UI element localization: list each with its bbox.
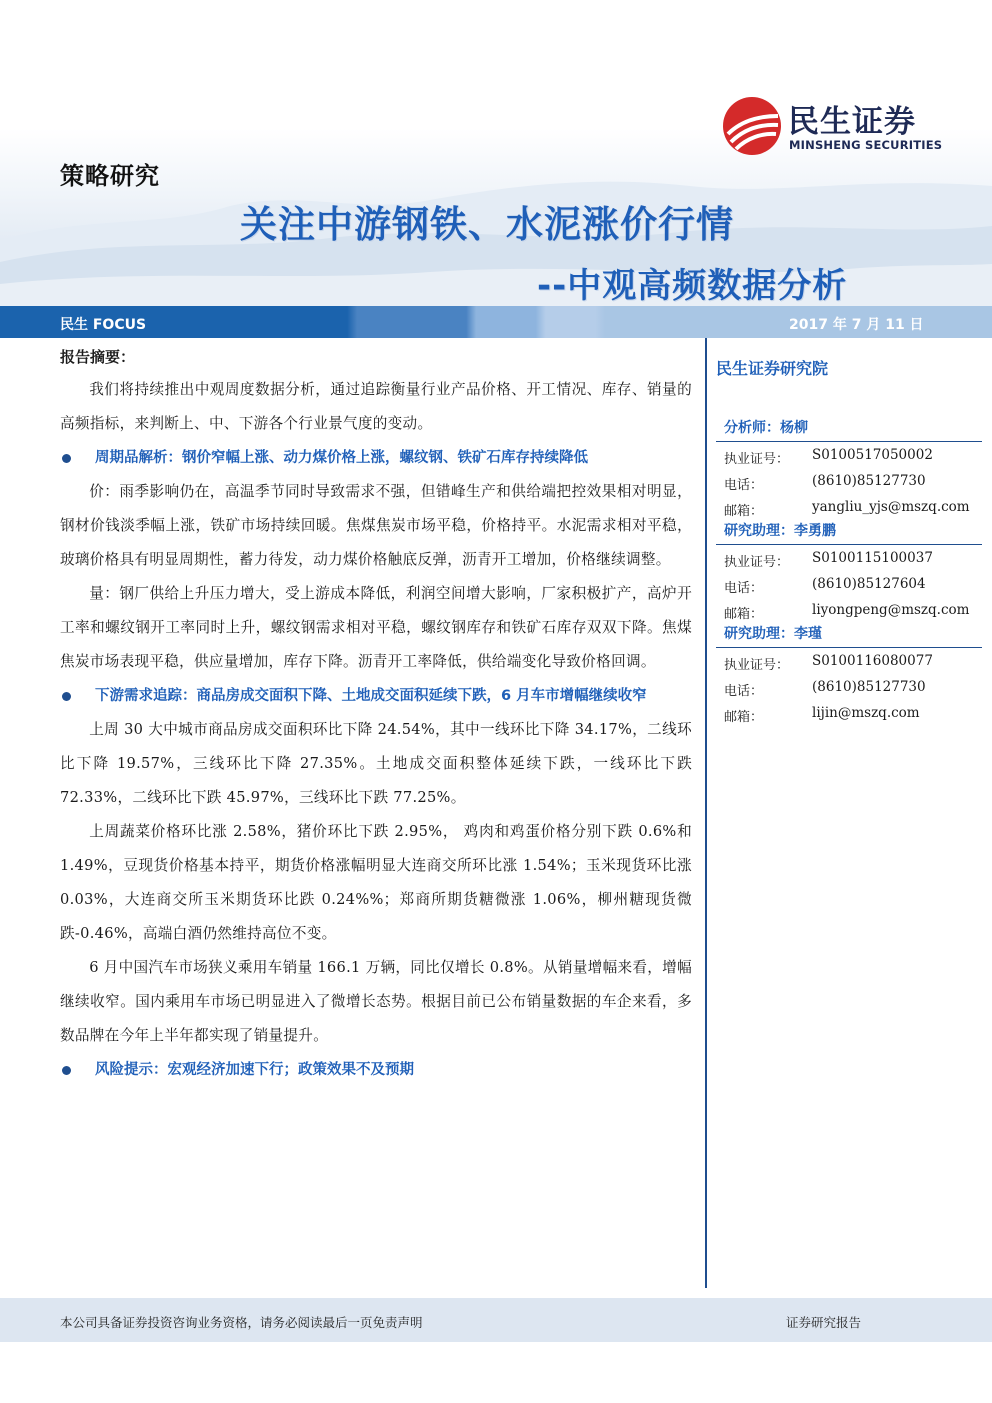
phone-number: (8610)85127730: [812, 679, 926, 695]
report-subtitle: --中观高频数据分析: [537, 266, 848, 306]
paragraph-auto-market: 6 月中国汽车市场狭义乘用车销量 166.1 万辆，同比仅增长 0.8%。从销量增幅来看，增幅继续收窄。国内乘用车市场已明显进入了微增长态势。根据目前已公布销量数据的车企来看，多数品牌在今年上半年都实现了销量提升。: [60, 959, 692, 1044]
cert-label: 执业证号：: [724, 658, 790, 673]
cert-number: S0100116080077: [812, 653, 933, 669]
report-date: 2017 年 7 月 11 日: [789, 317, 924, 333]
paragraph-price: 价：雨季影响仍在，高温季节同时导致需求不强，但错峰生产和供给端把控效果相对明显，钢材价钱淡季幅上涨，铁矿市场持续回暖。焦煤焦炭市场平稳，价格持平。水泥需求相对平稳，玻璃价格具有明显周期性，蓄力待发，动力煤价格触底反弹，沥青开工增加，价格继续调整。: [60, 483, 692, 568]
phone-label: 电话：: [724, 684, 764, 699]
bullet-cyclical: [60, 441, 692, 475]
phone-label: 电话：: [724, 478, 764, 493]
analyst-name: 研究助理：李勇鹏: [716, 520, 982, 545]
disclaimer-notice: 本公司具备证券投资咨询业务资格，请务必阅读最后一页免责声明: [60, 1315, 423, 1330]
cert-row: [716, 442, 986, 468]
phone-number: (8610)85127604: [812, 576, 926, 592]
cert-number: S0100115100037: [812, 550, 933, 566]
column-divider: [705, 338, 707, 1288]
bullet-dot-icon: [62, 692, 71, 701]
focus-bar: [0, 306, 992, 338]
bullet-cyclical-text: 周期品解析：钢价窄幅上涨、动力煤价格上涨，螺纹钢、铁矿石库存持续降低: [95, 450, 588, 466]
email-label: 邮箱：: [724, 607, 764, 622]
phone-row: [716, 571, 986, 597]
bullet-dot-icon: [62, 454, 71, 463]
bullet-dot-icon: [62, 1066, 71, 1075]
email-address[interactable]: yangliu_yjs@mszq.com: [812, 499, 970, 515]
analyst-name: 分析师：杨柳: [716, 417, 982, 442]
paragraph-volume: 量：钢厂供给上升压力增大，受上游成本降低，利润空间增大影响，厂家积极扩产，高炉开工率和螺纹钢开工率同时上升，螺纹钢需求相对平稳，螺纹钢库存和铁矿石库存双双下降。焦煤焦炭市场表现平稳，供应量增加，库存下降。沥青开工率降低，供给端变化导致价格回调。: [60, 585, 692, 670]
email-label: 邮箱：: [724, 710, 764, 725]
analyst-block: [716, 417, 986, 520]
bullet-risk: [60, 1053, 692, 1087]
bullet-risk-text: 风险提示：宏观经济加速下行；政策效果不及预期: [95, 1062, 414, 1078]
email-address[interactable]: liyongpeng@mszq.com: [812, 602, 970, 618]
summary-intro: 我们将持续推出中观周度数据分析，通过追踪衡量行业产品价格、开工情况、库存、销量的高频指标，来判断上、中、下游各个行业景气度的变动。: [60, 381, 692, 432]
analyst-block: [716, 520, 986, 623]
analyst-name: 研究助理：李瑾: [716, 623, 982, 648]
logo-mark-icon: [722, 96, 782, 156]
phone-label: 电话：: [724, 581, 764, 596]
email-row: [716, 700, 986, 726]
paragraph-food-prices: 上周蔬菜价格环比涨 2.58%，猪价环比下跌 2.95%， 鸡肉和鸡蛋价格分别下跌 0.6%和 1.49%，豆现货价格基本持平，期货价格涨幅明显大连商交所环比涨 1.54%；玉米现货环比涨 0.03%，大连商交所玉米期货环比跌 0.24%%；郑商所期货糖微涨 1.06%，柳州糖现货微跌-0.46%，高端白酒仍然维持高位不变。: [60, 823, 692, 942]
cert-number: S0100517050002: [812, 447, 933, 463]
focus-label: 民生 FOCUS: [60, 317, 147, 333]
phone-number: (8610)85127730: [812, 473, 926, 489]
company-logo: [722, 96, 952, 160]
email-row: [716, 597, 986, 623]
cert-row: [716, 545, 986, 571]
report-header: [0, 0, 992, 306]
cert-label: 执业证号：: [724, 555, 790, 570]
paragraph-housing: 上周 30 大中城市商品房成交面积环比下降 24.54%，其中一线环比下降 34.17%，二线环比下降 19.57%，三线环比下降 27.35%。土地成交面积整体延续下跌，一线环比下跌 72.33%，二线环比下跌 45.97%，三线环比下跌 77.25%。: [60, 721, 692, 806]
page-footer: [0, 1298, 992, 1342]
analyst-block: [716, 623, 986, 726]
report-summary: [60, 346, 692, 1087]
logo-english-name: MINSHENG SECURITIES: [789, 138, 943, 152]
logo-chinese-name: 民生证券: [788, 104, 916, 140]
bullet-downstream-text: 下游需求追踪：商品房成交面积下降、土地成交面积延续下跌，6 月车市增幅继续收窄: [95, 688, 647, 704]
email-row: [716, 494, 986, 520]
report-category: 策略研究: [60, 162, 160, 190]
phone-row: [716, 674, 986, 700]
cert-label: 执业证号：: [724, 452, 790, 467]
email-address[interactable]: lijin@mszq.com: [812, 705, 920, 721]
report-type-label: 证券研究报告: [786, 1315, 862, 1330]
summary-title: 报告摘要：: [60, 348, 136, 366]
email-label: 邮箱：: [724, 504, 764, 519]
bullet-downstream: [60, 679, 692, 713]
phone-row: [716, 468, 986, 494]
analyst-sidebar: [716, 356, 986, 726]
research-institute: 民生证券研究院: [716, 359, 829, 378]
report-title: 关注中游钢铁、水泥涨价行情: [240, 203, 734, 246]
cert-row: [716, 648, 986, 674]
